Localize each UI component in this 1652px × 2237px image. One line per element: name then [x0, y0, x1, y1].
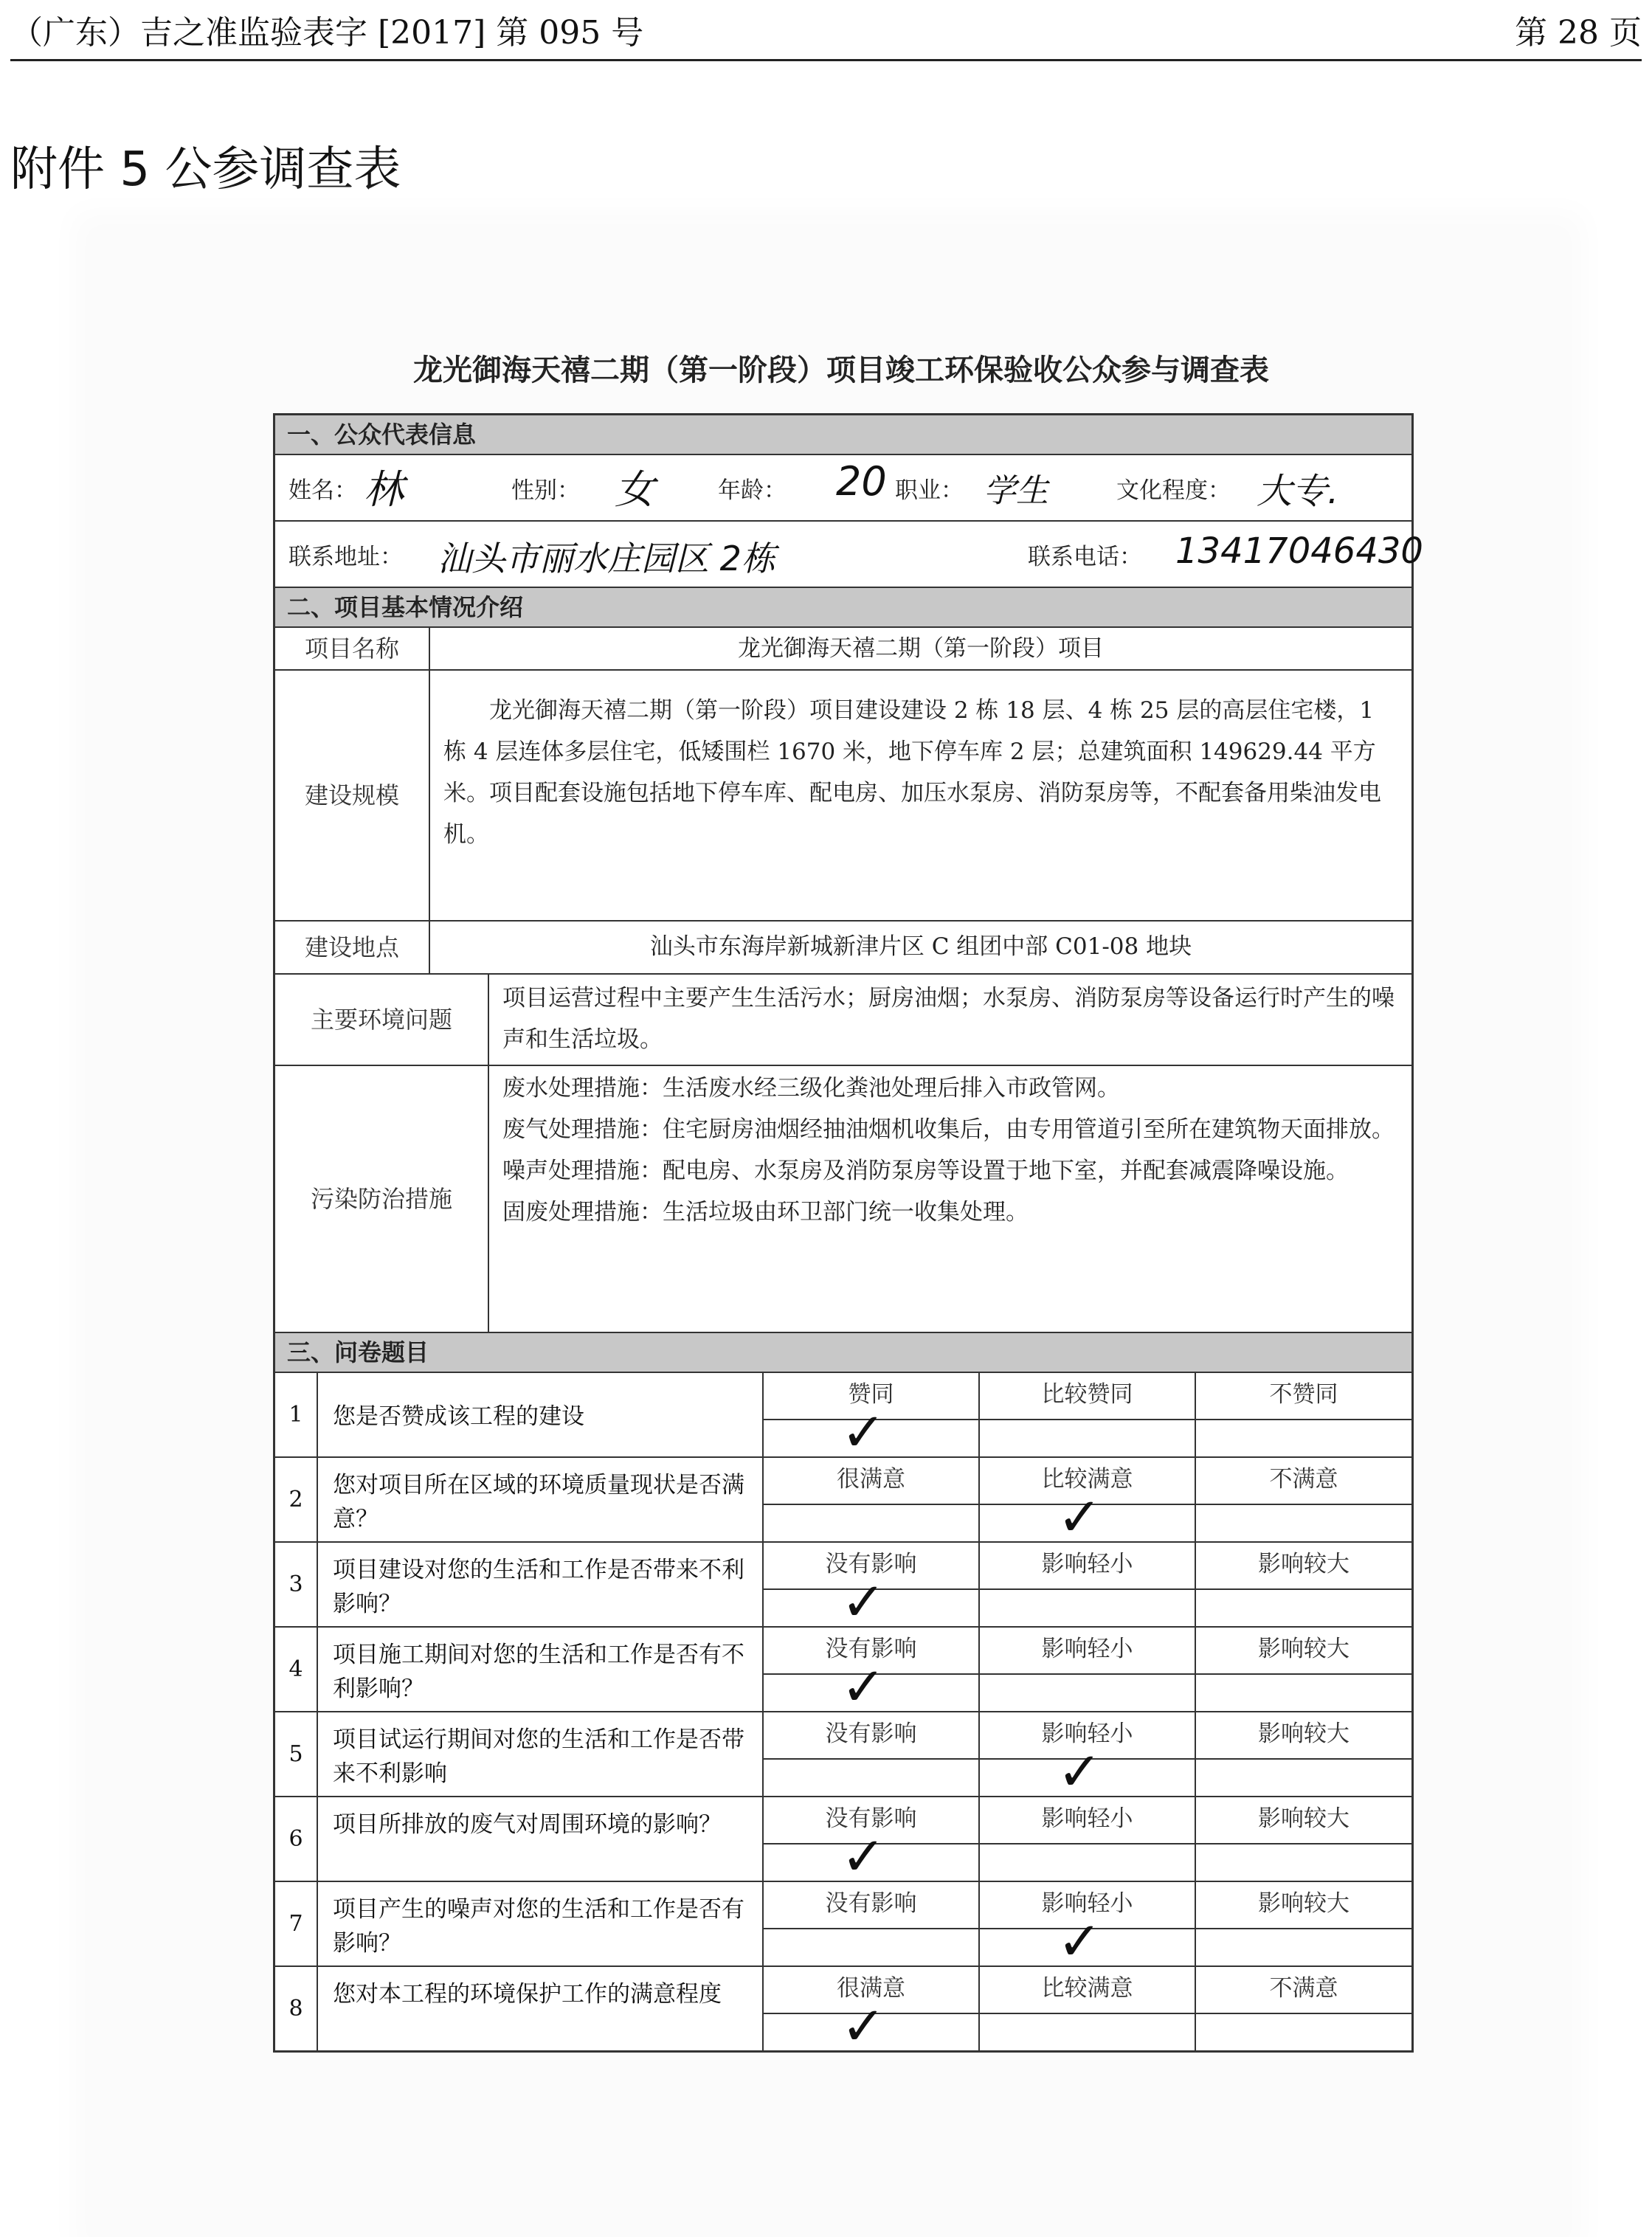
- question-text: 项目建设对您的生活和工作是否带来不利影响？: [318, 1543, 764, 1626]
- location-label: 建设地点: [275, 922, 430, 973]
- question-text: 您是否赞成该工程的建设: [318, 1373, 764, 1456]
- answer-option[interactable]: [764, 1628, 980, 1718]
- answer-option-label: 比较满意: [980, 1458, 1195, 1505]
- address-label: 联系地址：: [288, 544, 403, 570]
- document-number: （广东）吉之准监验表字 [2017] 第 095 号: [10, 14, 644, 52]
- answer-option[interactable]: [980, 1373, 1196, 1456]
- answer-option[interactable]: [1196, 1458, 1411, 1541]
- age-label: 年龄：: [718, 477, 787, 504]
- question-number: 3: [275, 1543, 318, 1626]
- project-name-row: [275, 628, 1411, 671]
- location-row: [275, 922, 1411, 975]
- location-value: 汕头市东海岸新城新津片区 C 组团中部 C01-08 地块: [649, 933, 1192, 960]
- answer-option-label: 没有影响: [764, 1712, 978, 1760]
- page-header: [10, 10, 1642, 61]
- section-3-header: 三、问卷题目: [275, 1333, 1411, 1373]
- answer-option[interactable]: [1196, 1967, 1411, 2050]
- question-number: 6: [275, 1797, 318, 1881]
- question-row: [275, 1458, 1411, 1548]
- answer-option[interactable]: [980, 1628, 1196, 1711]
- section-2-header: 二、项目基本情况介绍: [275, 588, 1411, 628]
- answer-option[interactable]: [1196, 1882, 1411, 1965]
- age-value: 20: [836, 458, 887, 505]
- answer-option-label: 影响轻小: [980, 1628, 1195, 1675]
- answer-option[interactable]: [1196, 1373, 1411, 1456]
- question-text: 您对项目所在区域的环境质量现状是否满意？: [318, 1458, 764, 1541]
- answer-option[interactable]: [980, 1712, 1196, 1802]
- scale-row: [275, 671, 1411, 922]
- answer-option-label: 很满意: [764, 1967, 978, 2014]
- address-value: 汕头市丽水庄园区 2栋: [438, 539, 775, 578]
- question-row: [275, 1373, 1411, 1463]
- answer-option-label: 没有影响: [764, 1882, 978, 1929]
- phone-value: 13417046430: [1175, 530, 1423, 572]
- answer-option-label: 影响较大: [1196, 1882, 1411, 1929]
- question-number: 1: [275, 1373, 318, 1456]
- answer-option[interactable]: [764, 1543, 980, 1633]
- answer-option[interactable]: [980, 1882, 1196, 1972]
- job-label: 职业：: [895, 477, 964, 504]
- project-name-label: 项目名称: [275, 628, 430, 669]
- checkmark-icon: ✓: [841, 1825, 886, 1887]
- page-number: 第 28 页: [1515, 14, 1642, 52]
- answer-option-label: 影响轻小: [980, 1543, 1195, 1590]
- measures-cell: [489, 1066, 1411, 1332]
- project-name-value: 龙光御海天禧二期（第一阶段）项目: [738, 635, 1104, 662]
- scale-value: 龙光御海天禧二期（第一阶段）项目建设建设 2 栋 18 层、4 栋 25 层的高层住宅楼，1 栋 4 层连体多层住宅，低矮围栏 1670 米，地下停车库 2 层；总建筑面积 149629.44 平方米。项目配套设施包括地下停车库、配电房、加压水泵房、消防泵房等，不配套备用柴油发电机。: [443, 697, 1381, 848]
- answer-option[interactable]: [1196, 1543, 1411, 1626]
- section-1-header: 一、公众代表信息: [275, 415, 1411, 455]
- answer-option[interactable]: [980, 1797, 1196, 1881]
- scale-cell: [430, 671, 1411, 920]
- checkmark-icon: ✓: [1057, 1740, 1102, 1802]
- answer-option-label: 很满意: [764, 1458, 978, 1505]
- job-value: 学生: [984, 472, 1048, 510]
- name-value: 林: [364, 466, 404, 513]
- education-value: 大专.: [1257, 471, 1339, 512]
- survey-form: [273, 413, 1423, 2057]
- answer-option[interactable]: [1196, 1797, 1411, 1881]
- answer-option[interactable]: [980, 1543, 1196, 1626]
- question-text: 项目施工期间对您的生活和工作是否有不利影响？: [318, 1628, 764, 1711]
- measure-noise: 噪声处理措施：配电房、水泵房及消防泵房等设置于地下室，并配套减震降噪设施。: [502, 1158, 1349, 1184]
- answer-option-label: 没有影响: [764, 1543, 978, 1590]
- question-number: 5: [275, 1712, 318, 1796]
- answer-option[interactable]: [1196, 1628, 1411, 1711]
- answer-option[interactable]: [1196, 1712, 1411, 1796]
- checkmark-icon: ✓: [841, 1571, 886, 1633]
- checkmark-icon: ✓: [841, 1995, 886, 2057]
- personal-info-row: [275, 455, 1411, 522]
- answer-option-label: 影响较大: [1196, 1543, 1411, 1590]
- question-row: [275, 1967, 1411, 2057]
- answer-option-label: 赞同: [764, 1373, 978, 1420]
- answer-option-label: 影响较大: [1196, 1628, 1411, 1675]
- question-row: [275, 1712, 1411, 1802]
- checkmark-icon: ✓: [841, 1401, 886, 1463]
- answer-option-label: 影响较大: [1196, 1797, 1411, 1844]
- question-text: 项目所排放的废气对周围环境的影响？: [318, 1797, 764, 1881]
- question-number: 4: [275, 1628, 318, 1711]
- question-row: [275, 1543, 1411, 1633]
- checkmark-icon: ✓: [1057, 1486, 1102, 1548]
- answer-option-label: 没有影响: [764, 1797, 978, 1844]
- env-issues-row: [275, 975, 1411, 1066]
- answer-option-label: 不赞同: [1196, 1373, 1411, 1420]
- answer-option[interactable]: [764, 1712, 980, 1796]
- answer-option-label: 比较满意: [980, 1967, 1195, 2014]
- question-row: [275, 1882, 1411, 1972]
- answer-option[interactable]: [764, 1797, 980, 1887]
- answer-option-label: 不满意: [1196, 1458, 1411, 1505]
- name-label: 姓名：: [288, 477, 357, 504]
- checkmark-icon: ✓: [1057, 1910, 1102, 1972]
- answer-option-label: 比较赞同: [980, 1373, 1195, 1420]
- question-text: 项目试运行期间对您的生活和工作是否带来不利影响: [318, 1712, 764, 1796]
- answer-option[interactable]: [764, 1967, 980, 2057]
- question-number: 2: [275, 1458, 318, 1541]
- phone-label: 联系电话：: [1028, 544, 1142, 570]
- measure-wastewater: 废水处理措施：生活废水经三级化粪池处理后排入市政管网。: [502, 1075, 1120, 1102]
- answer-option[interactable]: [764, 1373, 980, 1463]
- answer-option-label: 影响较大: [1196, 1712, 1411, 1760]
- answer-option-label: 影响轻小: [980, 1882, 1195, 1929]
- gender-value: 女: [615, 466, 654, 513]
- gender-label: 性别：: [511, 477, 580, 504]
- question-number: 7: [275, 1882, 318, 1965]
- measure-solid-waste: 固废处理措施：生活垃圾由环卫部门统一收集处理。: [502, 1199, 1029, 1225]
- attachment-title: 附件 5 公参调查表: [10, 142, 401, 197]
- question-number: 8: [275, 1967, 318, 2050]
- env-issues-label: 主要环境问题: [275, 975, 489, 1065]
- answer-option-label: 影响轻小: [980, 1712, 1195, 1760]
- scale-label: 建设规模: [275, 671, 430, 920]
- answer-option-label: 影响轻小: [980, 1797, 1195, 1844]
- checkmark-icon: ✓: [841, 1656, 886, 1718]
- questionnaire: [275, 1373, 1411, 2057]
- answer-option[interactable]: [764, 1458, 980, 1541]
- answer-option-label: 不满意: [1196, 1967, 1411, 2014]
- form-title: 龙光御海天禧二期（第一阶段）项目竣工环保验收公众参与调查表: [413, 353, 1269, 387]
- measures-row: [275, 1066, 1411, 1333]
- answer-option[interactable]: [980, 1967, 1196, 2050]
- measure-exhaust: 废气处理措施：住宅厨房油烟经抽油烟机收集后，由专用管道引至所在建筑物天面排放。: [502, 1116, 1394, 1143]
- question-row: [275, 1628, 1411, 1718]
- measures-label: 污染防治措施: [275, 1066, 489, 1332]
- question-text: 项目产生的噪声对您的生活和工作是否有影响？: [318, 1882, 764, 1965]
- question-row: [275, 1797, 1411, 1887]
- question-text: 您对本工程的环境保护工作的满意程度: [318, 1967, 764, 2050]
- answer-option[interactable]: [764, 1882, 980, 1965]
- answer-option-label: 没有影响: [764, 1628, 978, 1675]
- answer-option[interactable]: [980, 1458, 1196, 1548]
- env-issues-value: 项目运营过程中主要产生生活污水；厨房油烟；水泵房、消防泵房等设备运行时产生的噪声和生活垃圾。: [502, 985, 1394, 1053]
- contact-row: [275, 522, 1423, 588]
- education-label: 文化程度：: [1116, 477, 1231, 504]
